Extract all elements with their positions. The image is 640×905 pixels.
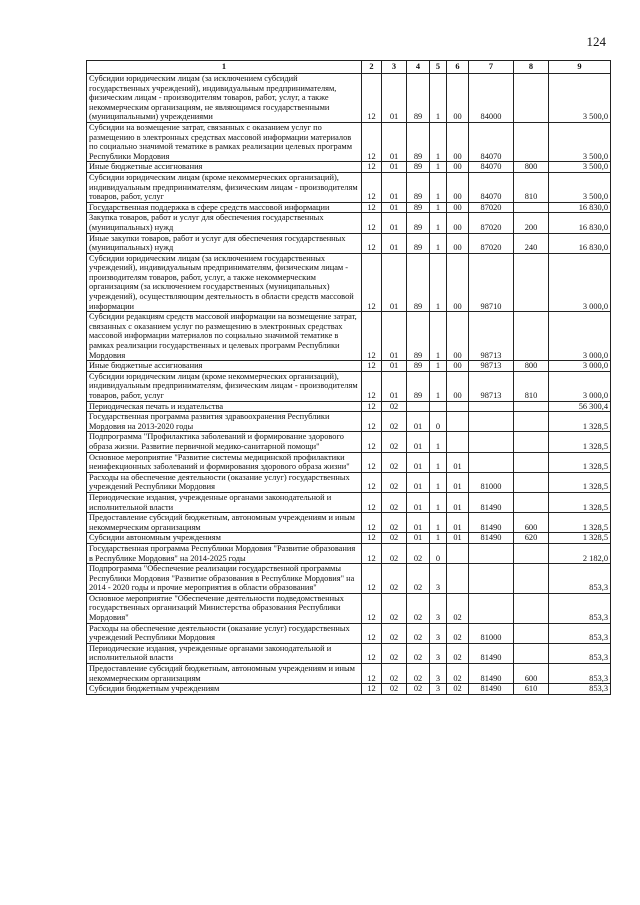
code-cell-measure: 00	[447, 122, 469, 161]
code-cell-podrazdel: 02	[382, 593, 407, 623]
code-cell-expense-type: 600	[514, 664, 549, 684]
code-cell-program: 02	[407, 593, 430, 623]
code-cell-subprogram: 1	[430, 122, 447, 161]
code-cell-direction	[469, 401, 514, 412]
code-cell-direction: 84070	[469, 122, 514, 161]
code-cell-program: 01	[407, 513, 430, 533]
code-cell-expense-type: 800	[514, 162, 549, 173]
code-cell-expense-type	[514, 432, 549, 452]
code-cell-direction: 81490	[469, 643, 514, 663]
row-name-cell: Периодические издания, учрежденные органами законодательной и исполнительной власти	[87, 492, 362, 512]
code-cell-measure: 00	[447, 312, 469, 361]
code-cell-program: 89	[407, 233, 430, 253]
code-cell-expense-type	[514, 593, 549, 623]
amount-cell: 853,3	[549, 623, 611, 643]
code-cell-program: 02	[407, 643, 430, 663]
code-cell-subprogram: 3	[430, 623, 447, 643]
code-cell-direction: 87020	[469, 233, 514, 253]
code-cell-direction: 81000	[469, 472, 514, 492]
amount-cell: 3 500,0	[549, 122, 611, 161]
table-row	[87, 643, 611, 663]
row-name-cell: Расходы на обеспечение деятельности (оказание услуг) государственных учреждений Республики Мордовия	[87, 623, 362, 643]
row-name-cell: Расходы на обеспечение деятельности (оказание услуг) государственных учреждений Республики Мордовия	[87, 472, 362, 492]
page-number: 124	[586, 34, 606, 49]
amount-cell: 1 328,5	[549, 492, 611, 512]
amount-cell: 16 830,0	[549, 202, 611, 213]
code-cell-measure	[447, 543, 469, 563]
code-cell-measure: 00	[447, 202, 469, 213]
amount-cell: 3 000,0	[549, 253, 611, 312]
code-cell-expense-type	[514, 74, 549, 123]
code-cell-program: 02	[407, 623, 430, 643]
code-cell-subprogram: 1	[430, 472, 447, 492]
code-cell-expense-type: 610	[514, 684, 549, 695]
code-cell-direction: 81490	[469, 684, 514, 695]
table-row	[87, 593, 611, 623]
code-cell-direction: 98710	[469, 253, 514, 312]
code-cell-podrazdel: 01	[382, 74, 407, 123]
code-cell-direction: 87020	[469, 202, 514, 213]
code-cell-measure: 00	[447, 371, 469, 401]
row-name-cell: Подпрограмма "Обеспечение реализации государственной программы Республики Мордовия "Развитие образования в Республике Мордовия" на 2014 - 2020 годы и прочие мероприятия в области образования"	[87, 564, 362, 594]
table-row	[87, 513, 611, 533]
code-cell-podrazdel: 02	[382, 513, 407, 533]
code-cell-subprogram: 1	[430, 492, 447, 512]
amount-cell: 56 300,4	[549, 401, 611, 412]
code-cell-program: 89	[407, 253, 430, 312]
code-cell-subprogram: 3	[430, 593, 447, 623]
code-cell-razdel: 12	[362, 492, 382, 512]
header-cell: 4	[407, 61, 430, 74]
code-cell-program: 89	[407, 312, 430, 361]
code-cell-subprogram: 3	[430, 643, 447, 663]
code-cell-razdel: 12	[362, 452, 382, 472]
code-cell-measure	[447, 412, 469, 432]
code-cell-expense-type	[514, 122, 549, 161]
table-row	[87, 162, 611, 173]
amount-cell: 853,3	[549, 664, 611, 684]
code-cell-razdel: 12	[362, 623, 382, 643]
row-name-cell: Государственная поддержка в сфере средств массовой информации	[87, 202, 362, 213]
amount-cell: 853,3	[549, 593, 611, 623]
code-cell-podrazdel: 02	[382, 492, 407, 512]
code-cell-subprogram: 1	[430, 533, 447, 544]
code-cell-razdel: 12	[362, 202, 382, 213]
code-cell-podrazdel: 01	[382, 371, 407, 401]
code-cell-subprogram: 3	[430, 684, 447, 695]
row-name-cell: Субсидии редакциям средств массовой информации на возмещение затрат, связанных с оказанием услуг по размещению в электронных средствах массовой информации материалов по социально значимой тематике в рамках реализации государственных и целевых программ Республики Мордовия	[87, 312, 362, 361]
code-cell-direction: 98713	[469, 312, 514, 361]
code-cell-measure: 00	[447, 361, 469, 372]
table-body	[87, 74, 611, 695]
column-number-header	[87, 61, 611, 74]
code-cell-subprogram: 1	[430, 432, 447, 452]
row-name-cell: Периодические издания, учрежденные органами законодательной и исполнительной власти	[87, 643, 362, 663]
table-row	[87, 533, 611, 544]
amount-cell: 2 182,0	[549, 543, 611, 563]
code-cell-podrazdel: 01	[382, 162, 407, 173]
code-cell-razdel: 12	[362, 432, 382, 452]
row-name-cell: Субсидии на возмещение затрат, связанных с оказанием услуг по размещению в электронных средствах массовой информации материалов по социально значимой тематике в рамках реализации целевых программ Республики Мордовия	[87, 122, 362, 161]
amount-cell: 16 830,0	[549, 233, 611, 253]
code-cell-expense-type: 200	[514, 213, 549, 233]
amount-cell: 1 328,5	[549, 432, 611, 452]
amount-cell: 3 000,0	[549, 371, 611, 401]
code-cell-expense-type: 800	[514, 361, 549, 372]
amount-cell: 1 328,5	[549, 513, 611, 533]
header-cell: 5	[430, 61, 447, 74]
row-name-cell: Закупка товаров, работ и услуг для обеспечения государственных (муниципальных) нужд	[87, 213, 362, 233]
header-cell: 3	[382, 61, 407, 74]
code-cell-podrazdel: 01	[382, 253, 407, 312]
code-cell-podrazdel: 02	[382, 664, 407, 684]
code-cell-measure	[447, 401, 469, 412]
code-cell-razdel: 12	[362, 312, 382, 361]
code-cell-measure: 01	[447, 492, 469, 512]
table-row	[87, 684, 611, 695]
code-cell-direction	[469, 543, 514, 563]
code-cell-measure: 02	[447, 684, 469, 695]
code-cell-razdel: 12	[362, 162, 382, 173]
table-row	[87, 202, 611, 213]
code-cell-razdel: 12	[362, 172, 382, 202]
code-cell-razdel: 12	[362, 543, 382, 563]
code-cell-program: 89	[407, 74, 430, 123]
code-cell-measure: 00	[447, 253, 469, 312]
amount-cell: 3 500,0	[549, 74, 611, 123]
code-cell-razdel: 12	[362, 74, 382, 123]
code-cell-expense-type: 240	[514, 233, 549, 253]
code-cell-expense-type: 620	[514, 533, 549, 544]
code-cell-razdel: 12	[362, 664, 382, 684]
amount-cell: 3 500,0	[549, 162, 611, 173]
header-cell: 1	[87, 61, 362, 74]
code-cell-direction	[469, 432, 514, 452]
code-cell-razdel: 12	[362, 253, 382, 312]
code-cell-program: 02	[407, 564, 430, 594]
code-cell-program: 02	[407, 684, 430, 695]
code-cell-measure: 02	[447, 643, 469, 663]
code-cell-direction: 81490	[469, 492, 514, 512]
code-cell-subprogram: 1	[430, 312, 447, 361]
code-cell-subprogram	[430, 401, 447, 412]
code-cell-measure: 02	[447, 623, 469, 643]
amount-cell: 853,3	[549, 643, 611, 663]
row-name-cell: Субсидии автономным учреждениям	[87, 533, 362, 544]
code-cell-direction	[469, 452, 514, 472]
row-name-cell: Субсидии юридическим лицам (кроме некоммерческих организаций), индивидуальным предпринимателям, физическим лицам - производителям товаров, работ, услуг	[87, 371, 362, 401]
code-cell-podrazdel: 02	[382, 543, 407, 563]
code-cell-expense-type	[514, 543, 549, 563]
row-name-cell: Периодическая печать и издательства	[87, 401, 362, 412]
header-cell: 7	[469, 61, 514, 74]
code-cell-expense-type	[514, 312, 549, 361]
code-cell-expense-type	[514, 253, 549, 312]
row-name-cell: Основное мероприятие "Развитие системы медицинской профилактики неинфекционных заболеваний и формирования здорового образа жизни"	[87, 452, 362, 472]
table-row	[87, 492, 611, 512]
code-cell-razdel: 12	[362, 361, 382, 372]
code-cell-razdel: 12	[362, 412, 382, 432]
row-name-cell: Субсидии юридическим лицам (за исключением субсидий государственных учреждений), индивидуальным предпринимателям, физическим лицам - производителям товаров, работ, услуг, а также некоммерческим организациям, не являющимся государственными (муниципальными) учреждениями	[87, 74, 362, 123]
table-row	[87, 122, 611, 161]
code-cell-direction: 84000	[469, 74, 514, 123]
code-cell-measure: 02	[447, 664, 469, 684]
table-row	[87, 253, 611, 312]
code-cell-subprogram: 1	[430, 74, 447, 123]
code-cell-program: 01	[407, 452, 430, 472]
row-name-cell: Государственная программа развития здравоохранения Республики Мордовия на 2013-2020 годы	[87, 412, 362, 432]
code-cell-direction: 98713	[469, 361, 514, 372]
code-cell-podrazdel: 02	[382, 533, 407, 544]
code-cell-program: 01	[407, 472, 430, 492]
code-cell-podrazdel: 02	[382, 684, 407, 695]
code-cell-razdel: 12	[362, 233, 382, 253]
code-cell-measure: 01	[447, 472, 469, 492]
code-cell-expense-type	[514, 452, 549, 472]
code-cell-expense-type: 810	[514, 172, 549, 202]
table-row	[87, 213, 611, 233]
table-row	[87, 361, 611, 372]
code-cell-direction: 84070	[469, 162, 514, 173]
code-cell-measure: 00	[447, 172, 469, 202]
code-cell-measure: 02	[447, 593, 469, 623]
code-cell-podrazdel: 02	[382, 643, 407, 663]
code-cell-direction	[469, 564, 514, 594]
table-row	[87, 74, 611, 123]
code-cell-podrazdel: 02	[382, 452, 407, 472]
code-cell-razdel: 12	[362, 643, 382, 663]
code-cell-expense-type	[514, 643, 549, 663]
code-cell-subprogram: 0	[430, 543, 447, 563]
code-cell-measure: 01	[447, 513, 469, 533]
code-cell-expense-type	[514, 401, 549, 412]
code-cell-program: 01	[407, 492, 430, 512]
code-cell-podrazdel: 01	[382, 361, 407, 372]
code-cell-expense-type	[514, 202, 549, 213]
code-cell-program: 89	[407, 361, 430, 372]
code-cell-expense-type	[514, 492, 549, 512]
code-cell-program: 02	[407, 543, 430, 563]
header-cell: 6	[447, 61, 469, 74]
code-cell-podrazdel: 02	[382, 412, 407, 432]
code-cell-podrazdel: 02	[382, 472, 407, 492]
amount-cell: 3 500,0	[549, 172, 611, 202]
code-cell-direction: 87020	[469, 213, 514, 233]
code-cell-direction: 84070	[469, 172, 514, 202]
code-cell-program: 89	[407, 202, 430, 213]
code-cell-razdel: 12	[362, 401, 382, 412]
code-cell-program: 89	[407, 213, 430, 233]
table-row	[87, 233, 611, 253]
code-cell-podrazdel: 02	[382, 432, 407, 452]
code-cell-expense-type	[514, 564, 549, 594]
code-cell-razdel: 12	[362, 513, 382, 533]
table-row	[87, 623, 611, 643]
header-cell: 9	[549, 61, 611, 74]
code-cell-measure: 01	[447, 452, 469, 472]
table-row	[87, 452, 611, 472]
code-cell-podrazdel: 01	[382, 233, 407, 253]
amount-cell: 3 000,0	[549, 312, 611, 361]
code-cell-subprogram: 0	[430, 412, 447, 432]
code-cell-program: 01	[407, 412, 430, 432]
code-cell-subprogram: 3	[430, 664, 447, 684]
code-cell-podrazdel: 01	[382, 202, 407, 213]
row-name-cell: Государственная программа Республики Мордовия "Развитие образования в Республике Мордовия" на 2014-2025 годы	[87, 543, 362, 563]
amount-cell: 1 328,5	[549, 412, 611, 432]
code-cell-subprogram: 1	[430, 452, 447, 472]
code-cell-direction: 98713	[469, 371, 514, 401]
code-cell-measure: 00	[447, 213, 469, 233]
code-cell-expense-type	[514, 623, 549, 643]
row-name-cell: Иные закупки товаров, работ и услуг для обеспечения государственных (муниципальных) нужд	[87, 233, 362, 253]
code-cell-measure: 00	[447, 74, 469, 123]
code-cell-subprogram: 1	[430, 202, 447, 213]
code-cell-measure: 00	[447, 233, 469, 253]
code-cell-razdel: 12	[362, 213, 382, 233]
row-name-cell: Иные бюджетные ассигнования	[87, 162, 362, 173]
code-cell-program: 02	[407, 664, 430, 684]
code-cell-podrazdel: 01	[382, 172, 407, 202]
code-cell-subprogram: 1	[430, 371, 447, 401]
table-row	[87, 371, 611, 401]
header-cell: 8	[514, 61, 549, 74]
code-cell-direction	[469, 593, 514, 623]
code-cell-subprogram: 3	[430, 564, 447, 594]
code-cell-measure: 00	[447, 162, 469, 173]
amount-cell: 853,3	[549, 684, 611, 695]
code-cell-subprogram: 1	[430, 253, 447, 312]
code-cell-subprogram: 1	[430, 213, 447, 233]
code-cell-subprogram: 1	[430, 233, 447, 253]
row-name-cell: Субсидии бюджетным учреждениям	[87, 684, 362, 695]
code-cell-direction: 81000	[469, 623, 514, 643]
table-row	[87, 401, 611, 412]
code-cell-subprogram: 1	[430, 513, 447, 533]
amount-cell: 16 830,0	[549, 213, 611, 233]
code-cell-measure	[447, 432, 469, 452]
code-cell-program: 01	[407, 432, 430, 452]
header-cell: 2	[362, 61, 382, 74]
table-row	[87, 412, 611, 432]
code-cell-podrazdel: 01	[382, 213, 407, 233]
code-cell-program: 01	[407, 533, 430, 544]
code-cell-podrazdel: 01	[382, 312, 407, 361]
row-name-cell: Предоставление субсидий бюджетным, автономным учреждениям и иным некоммерческим организациям	[87, 664, 362, 684]
code-cell-razdel: 12	[362, 371, 382, 401]
code-cell-direction: 81490	[469, 513, 514, 533]
code-cell-razdel: 12	[362, 684, 382, 695]
amount-cell: 1 328,5	[549, 472, 611, 492]
budget-table	[86, 60, 611, 695]
code-cell-subprogram: 1	[430, 172, 447, 202]
table-row	[87, 472, 611, 492]
code-cell-direction: 81490	[469, 664, 514, 684]
amount-cell: 1 328,5	[549, 452, 611, 472]
code-cell-expense-type	[514, 412, 549, 432]
code-cell-direction	[469, 412, 514, 432]
table-row	[87, 564, 611, 594]
code-cell-direction: 81490	[469, 533, 514, 544]
code-cell-program: 89	[407, 162, 430, 173]
code-cell-program: 89	[407, 172, 430, 202]
row-name-cell: Предоставление субсидий бюджетным, автономным учреждениям и иным некоммерческим организациям	[87, 513, 362, 533]
code-cell-razdel: 12	[362, 593, 382, 623]
code-cell-measure	[447, 564, 469, 594]
code-cell-subprogram: 1	[430, 361, 447, 372]
code-cell-podrazdel: 02	[382, 623, 407, 643]
code-cell-measure: 01	[447, 533, 469, 544]
table-row	[87, 312, 611, 361]
code-cell-program: 89	[407, 371, 430, 401]
code-cell-razdel: 12	[362, 472, 382, 492]
code-cell-program: 89	[407, 122, 430, 161]
code-cell-program	[407, 401, 430, 412]
code-cell-razdel: 12	[362, 564, 382, 594]
code-cell-expense-type	[514, 472, 549, 492]
table-row	[87, 432, 611, 452]
code-cell-podrazdel: 02	[382, 564, 407, 594]
code-cell-subprogram: 1	[430, 162, 447, 173]
code-cell-podrazdel: 01	[382, 122, 407, 161]
table-row	[87, 664, 611, 684]
code-cell-razdel: 12	[362, 122, 382, 161]
code-cell-expense-type: 810	[514, 371, 549, 401]
table-row	[87, 172, 611, 202]
code-cell-razdel: 12	[362, 533, 382, 544]
table-row	[87, 543, 611, 563]
row-name-cell: Субсидии юридическим лицам (кроме некоммерческих организаций), индивидуальным предпринимателям, физическим лицам - производителям товаров, работ, услуг	[87, 172, 362, 202]
row-name-cell: Основное мероприятие "Обеспечение деятельности подведомственных государственных организаций Министерства образования Республики Мордовия"	[87, 593, 362, 623]
code-cell-podrazdel: 02	[382, 401, 407, 412]
amount-cell: 3 000,0	[549, 361, 611, 372]
row-name-cell: Подпрограмма "Профилактика заболеваний и формирование здорового образа жизни. Развитие первичной медико-санитарной помощи"	[87, 432, 362, 452]
row-name-cell: Иные бюджетные ассигнования	[87, 361, 362, 372]
row-name-cell: Субсидии юридическим лицам (за исключением государственных учреждений), индивидуальным предпринимателям, физическим лицам - производителям товаров, работ, услуг, а также некоммерческим организациям (за исключением государственных (муниципальных) учреждений), осуществляющим деятельность в области средств массовой информации	[87, 253, 362, 312]
code-cell-expense-type: 600	[514, 513, 549, 533]
amount-cell: 853,3	[549, 564, 611, 594]
amount-cell: 1 328,5	[549, 533, 611, 544]
